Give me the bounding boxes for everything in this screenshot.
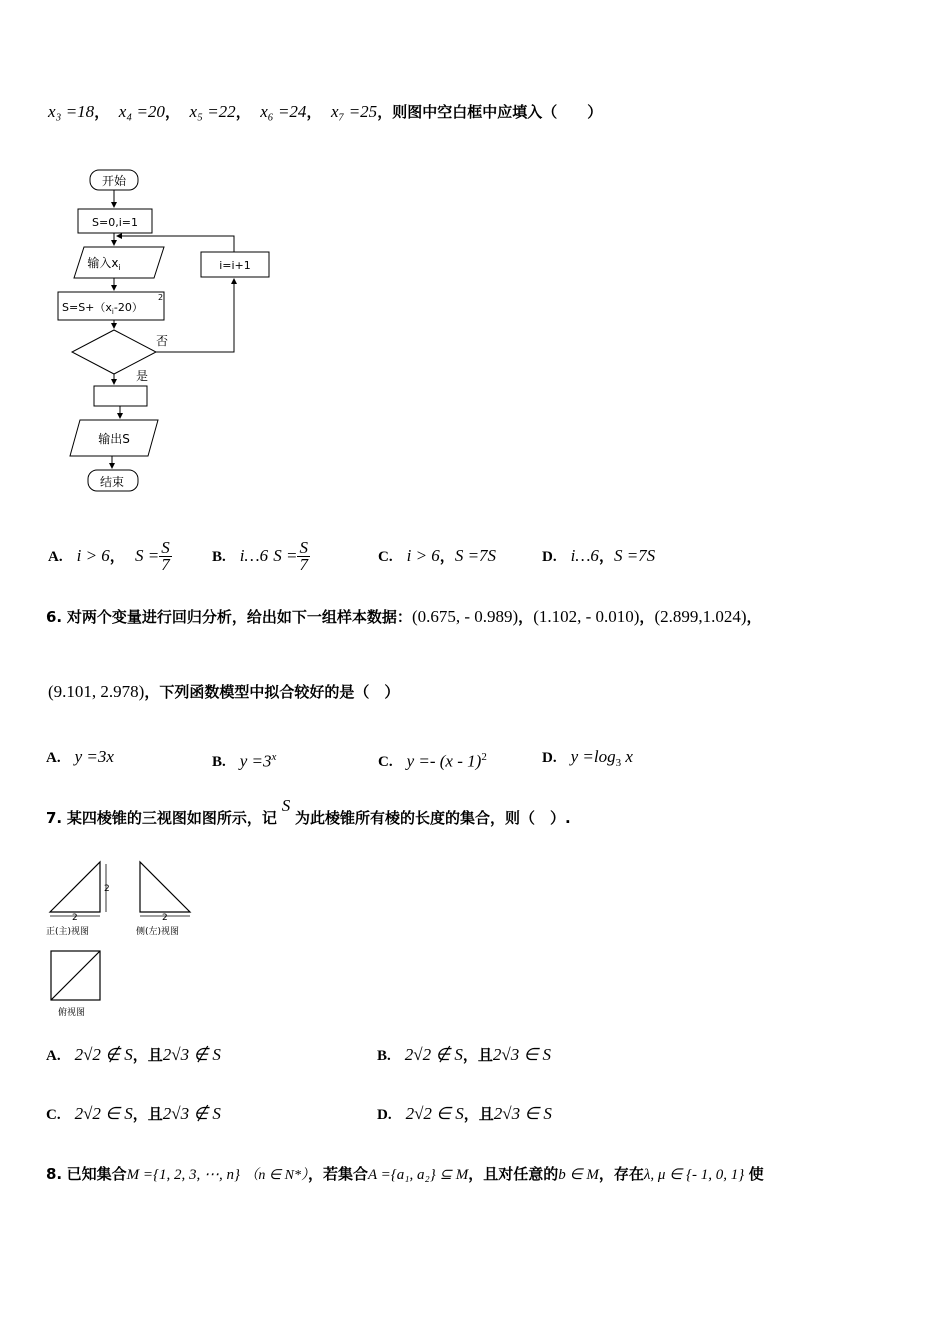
exponent: x: [271, 751, 277, 763]
option-condition: i…6: [239, 546, 269, 565]
end-label: 结束: [99, 475, 125, 489]
set-m: M ={1, 2, 3, ⋯, n}: [126, 1167, 240, 1183]
init-label: S=0,i=1: [92, 216, 138, 229]
sep: ，: [639, 608, 655, 626]
dim-height: 2: [104, 884, 110, 894]
fraction: [297, 540, 310, 573]
option-label: B.: [212, 754, 226, 771]
question-text: 某四棱锥的三视图如图所示，记: [66, 809, 277, 827]
q7-option-c[interactable]: [46, 1102, 221, 1127]
question-text: ，若集合: [307, 1165, 368, 1183]
question-text: 已知集合: [66, 1165, 127, 1183]
log-base: 3: [615, 757, 622, 770]
q6-stem: [46, 605, 762, 629]
option-part1: 2√2 ∉ S: [404, 1045, 463, 1064]
conjunction: ，且: [132, 1046, 163, 1064]
x6-value: x₆ =24: [260, 102, 307, 121]
three-views-figure: [44, 858, 204, 1026]
conjunction: ，且: [462, 1046, 493, 1064]
data-point: (0.675, - 0.989): [411, 607, 519, 626]
q6-option-b[interactable]: [212, 745, 276, 774]
option-label: A.: [46, 750, 61, 766]
q7-option-b[interactable]: [377, 1043, 551, 1068]
option-label: D.: [542, 549, 557, 565]
option-label: D.: [377, 1107, 392, 1123]
fraction-denominator: 7: [299, 555, 308, 574]
q7-stem: [46, 796, 571, 830]
q8-stem: [46, 1162, 764, 1188]
set-a: A ={a₁, a₂} ⊆ M: [368, 1167, 469, 1183]
side-view-triangle: [140, 862, 190, 912]
sep: ，: [235, 103, 251, 121]
output-label: 输出S: [98, 432, 130, 446]
start-label: 开始: [101, 174, 127, 188]
q6-option-c[interactable]: [378, 745, 487, 774]
q5-option-c[interactable]: [378, 544, 496, 569]
option-expression: y =3: [239, 751, 272, 771]
update-label: $S=S+(x_i-20)$: [62, 301, 143, 316]
q5-option-d[interactable]: [542, 544, 655, 569]
no-label: 否: [156, 334, 169, 348]
option-equation: S =: [273, 546, 298, 565]
option-part2: 2√3 ∈ S: [492, 1045, 552, 1064]
option-part1: 2√2 ∈ S: [74, 1104, 133, 1123]
option-condition: i > 6: [76, 546, 110, 565]
q7-option-d[interactable]: [377, 1102, 552, 1127]
conjunction: ，且: [463, 1105, 494, 1123]
input-label: 输入$x_i$: [87, 256, 121, 272]
q5-option-b[interactable]: [212, 540, 310, 573]
option-equation: S =7S: [613, 546, 656, 565]
q5-option-a[interactable]: [48, 540, 172, 573]
lambda-mu: λ, μ ∈ {- 1, 0, 1}: [643, 1167, 745, 1183]
conjunction: ，且: [132, 1105, 163, 1123]
option-part2: 2√3 ∈ S: [493, 1104, 552, 1123]
option-part2: 2√3 ∉ S: [162, 1045, 221, 1064]
question-prompt: ，则图中空白框中应填入（ ）: [377, 103, 603, 121]
option-part1: 2√2 ∈ S: [405, 1104, 464, 1123]
option-equation: S =7S: [454, 546, 497, 565]
yes-label: 是: [136, 369, 149, 383]
option-label: C.: [378, 549, 393, 565]
sep: ，: [109, 547, 125, 565]
option-equation: S =: [134, 546, 160, 565]
fraction: [159, 540, 172, 573]
header-line: [48, 100, 602, 124]
data-point: (9.101, 2.978): [48, 682, 145, 701]
n-condition: （n ∈ N*）: [244, 1168, 308, 1183]
update-exponent: 2: [158, 293, 164, 302]
top-view-label: 俯视图: [58, 1008, 86, 1018]
question-number: 6.: [46, 608, 63, 626]
option-label: C.: [46, 1107, 61, 1123]
option-condition: i > 6: [406, 546, 440, 565]
exponent: 2: [481, 751, 487, 763]
q6-option-d[interactable]: [542, 745, 633, 775]
sep: ，: [94, 103, 110, 121]
sep: ，: [518, 608, 534, 626]
option-expression-tail: x: [621, 747, 633, 766]
dim-side-width: 2: [162, 913, 168, 923]
fraction-denominator: 7: [161, 555, 170, 574]
increment-label: i=i+1: [219, 259, 251, 272]
question-text: ，存在: [598, 1165, 644, 1183]
sep: ，: [439, 547, 455, 565]
front-view-triangle: [50, 862, 100, 912]
side-view-label: 侧(左)视图: [136, 927, 180, 937]
sep: ，: [306, 103, 322, 121]
option-expression: y =- (x - 1): [406, 751, 482, 771]
sep: ，: [598, 547, 614, 565]
option-part2: 2√3 ∉ S: [162, 1104, 221, 1123]
x3-value: x₃ =18: [48, 102, 95, 121]
question-text: 对两个变量进行回归分析，给出如下一组样本数据：: [66, 608, 412, 626]
option-condition: i…6: [570, 546, 599, 565]
data-point: (2.899,1.024): [654, 607, 747, 626]
sep: ，: [164, 103, 180, 121]
b-in-m: b ∈ M: [558, 1167, 599, 1183]
q6-stem-cont: [48, 680, 399, 704]
question-number: 8.: [46, 1165, 63, 1183]
option-expression: y =log: [570, 747, 616, 766]
option-expression: y =3x: [74, 747, 114, 766]
x7-value: x₇ =25: [331, 102, 378, 121]
set-symbol: S: [281, 796, 291, 815]
q6-option-a[interactable]: [46, 745, 114, 770]
option-label: D.: [542, 750, 557, 766]
fraction-numerator: S: [161, 538, 170, 557]
front-view-label: 正(主)视图: [46, 927, 90, 937]
option-label: A.: [48, 549, 63, 565]
q7-option-a[interactable]: [46, 1043, 221, 1068]
option-label: B.: [212, 549, 226, 565]
option-part1: 2√2 ∉ S: [74, 1045, 133, 1064]
question-text: 为此棱锥所有棱的长度的集合，则（ ）.: [295, 809, 571, 827]
question-text: ，下列函数模型中拟合较好的是（ ）: [144, 683, 400, 701]
sep: ，: [746, 608, 762, 626]
blank-box: [94, 386, 147, 406]
question-text: ，且对任意的: [468, 1165, 559, 1183]
decision-node: [72, 330, 156, 374]
question-text: 使: [748, 1165, 764, 1183]
data-point: (1.102, - 0.010): [533, 607, 640, 626]
option-label: A.: [46, 1048, 61, 1064]
dim-front-width: 2: [72, 913, 78, 923]
option-label: B.: [377, 1048, 391, 1064]
question-number: 7.: [46, 809, 63, 827]
x5-value: x₅ =22: [189, 102, 236, 121]
option-label: C.: [378, 754, 393, 771]
x4-value: x₄ =20: [118, 102, 165, 121]
flowchart: [50, 160, 290, 500]
fraction-numerator: S: [299, 538, 308, 557]
